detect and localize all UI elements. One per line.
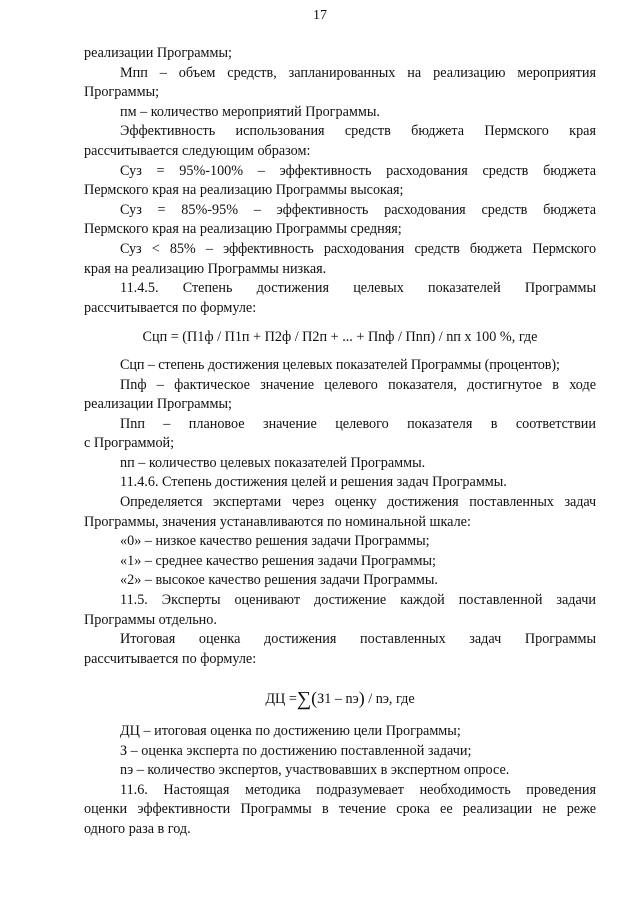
- formula-lhs: ДЦ =: [265, 691, 297, 708]
- text-line: nэ – количество экспертов, участвовавших в экспертном опросе.: [120, 762, 510, 779]
- formula-inner: З1 – nэ: [317, 691, 359, 708]
- text-line: реализации Программы;: [84, 45, 232, 61]
- formula-dc: [84, 689, 596, 710]
- text-line: nп – количество целевых показателей Программы.: [120, 454, 426, 471]
- text-line: Пnф – фактическое значение целевого показателя, достигнутое в ходе: [120, 376, 596, 393]
- text-line: реализации Программы;: [84, 396, 232, 413]
- text-line: с Программой;: [84, 435, 175, 452]
- text-line: рассчитывается следующим образом:: [84, 142, 311, 159]
- text-line: Суз = 95%-100% – эффективность расходования средств бюджета: [120, 162, 596, 179]
- sum-symbol: ∑: [296, 688, 312, 711]
- formula-open-paren: (: [311, 688, 318, 709]
- section-heading-11-5: 11.5. Эксперты оценивают достижение каждой поставленной задачи: [120, 592, 596, 609]
- text-line: Мпп – объем средств, запланированных на реализацию мероприятия: [120, 64, 596, 81]
- document-body: [84, 44, 596, 840]
- formula-scp: Сцп = (П1ф / П1п + П2ф / П2п + ... + Пnф / Пnп) / nп х 100 %, где: [142, 329, 538, 346]
- text-line: рассчитывается по формуле:: [84, 299, 257, 316]
- text-line: Пермского края на реализацию Программы высокая;: [84, 182, 404, 199]
- text-line: Суз < 85% – эффективность расходования средств бюджета Пермского: [120, 240, 596, 257]
- text-line: ДЦ – итоговая оценка по достижению цели Программы;: [120, 723, 461, 739]
- text-line: З – оценка эксперта по достижению поставленной задачи;: [120, 742, 472, 759]
- text-line: рассчитывается по формуле:: [84, 650, 257, 667]
- text-line: Определяется экспертами через оценку достижения поставленных задач: [120, 494, 596, 511]
- formula-close-paren: ): [358, 688, 365, 709]
- text-line: Суз = 85%-95% – эффективность расходования средств бюджета: [120, 201, 596, 218]
- text-line: Пnп – плановое значение целевого показателя в соответствии: [120, 415, 596, 432]
- text-line: Пермского края на реализацию Программы средняя;: [84, 221, 402, 238]
- scale-item-1: «1» – среднее качество решения задачи Программы;: [120, 552, 436, 569]
- text-line: Программы отдельно.: [84, 611, 217, 628]
- section-heading-11-6: 11.6. Настоящая методика подразумевает необходимость проведения: [120, 781, 596, 798]
- scale-item-0: «0» – низкое качество решения задачи Программы;: [120, 533, 430, 550]
- section-heading-11-4-6: 11.4.6. Степень достижения целей и решения задач Программы.: [120, 474, 507, 491]
- formula-rest: / nэ, где: [364, 691, 415, 708]
- text-line: оценки эффективности Программы в течение срока ее реализации не реже: [84, 801, 596, 818]
- text-line: Эффективность использования средств бюджета Пермского края: [120, 123, 596, 140]
- text-line: Программы;: [84, 84, 160, 101]
- text-line: одного раза в год.: [84, 820, 191, 837]
- section-heading-11-4-5: 11.4.5. Степень достижения целевых показателей Программы: [120, 280, 596, 297]
- text-line: Сцп – степень достижения целевых показателей Программы (процентов);: [120, 356, 560, 373]
- text-line: края на реализацию Программы низкая.: [84, 260, 327, 277]
- text-line: Программы, значения устанавливаются по номинальной шкале:: [84, 513, 471, 530]
- scale-item-2: «2» – высокое качество решения задачи Программы.: [120, 572, 438, 589]
- page-number: 17: [313, 8, 327, 23]
- text-line: пм – количество мероприятий Программы.: [120, 103, 380, 120]
- text-line: Итоговая оценка достижения поставленных задач Программы: [120, 631, 596, 648]
